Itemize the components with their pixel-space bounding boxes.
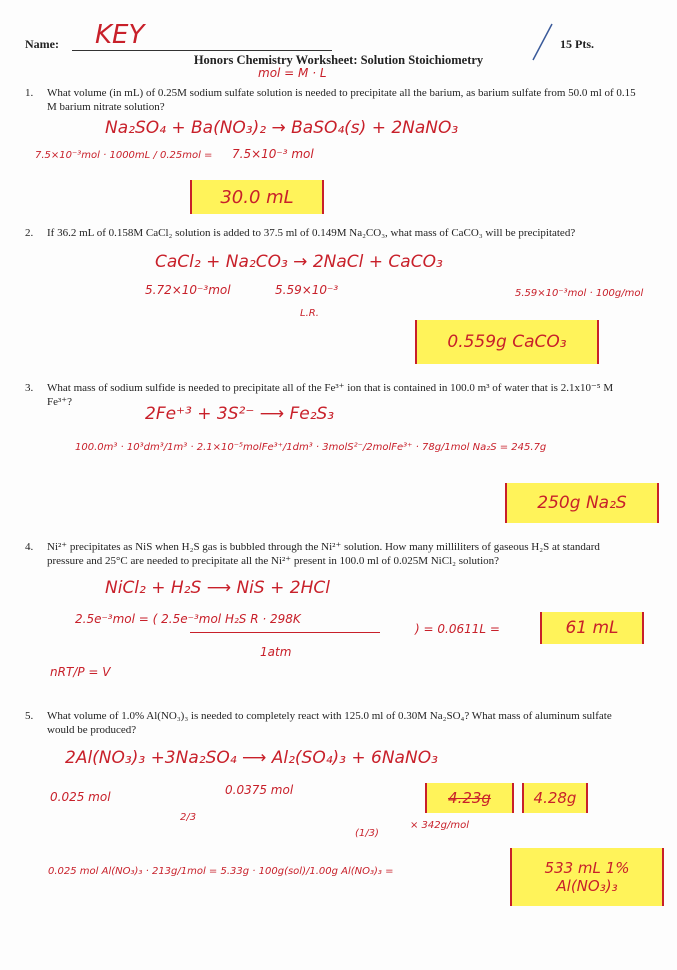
q4-denominator: 1atm — [260, 645, 292, 659]
q4-answer: 61 mL — [540, 612, 644, 644]
q2-equation: CaCl₂ + Na₂CO₃ → 2NaCl + CaCO₃ — [155, 252, 443, 272]
q4-result: ) = 0.0611L = — [415, 622, 500, 636]
name-label: Name: — [25, 37, 59, 51]
q4-calc: 2.5e⁻³mol = ( 2.5e⁻³mol H₂S R · 298K — [75, 612, 301, 626]
q5-moles-2: 0.0375 mol — [225, 783, 294, 797]
q1-answer: 30.0 mL — [190, 180, 324, 214]
q5-volume-answer: 533 mL 1% Al(NO₃)₃ — [510, 848, 664, 906]
q2-answer: 0.559g CaCO₃ — [415, 320, 599, 364]
name-line — [72, 50, 332, 51]
q4-gas-law: nRT/P = V — [50, 665, 111, 679]
q5-calc: 0.025 mol Al(NO₃)₃ · 213g/1mol = 5.33g · 100g(sol)/1.00g Al(NO₃)₃ = — [48, 866, 394, 877]
page-title: Honors Chemistry Worksheet: Solution Stoichiometry — [193, 53, 484, 67]
points: 15 Pts. — [560, 37, 594, 51]
q2-moles-1: 5.72×10⁻³mol — [145, 283, 231, 297]
q1-moles: 7.5×10⁻³ mol — [232, 147, 314, 161]
q5-molar-mass: × 342g/mol — [410, 820, 469, 831]
worksheet-page: Name: KEY 15 Pts. Honors Chemistry Worksheet: Solution Stoichiometry mol = M · L 1. What volume (in mL) of 0.25M sodium sulfate solution is needed to precipitate all the barium, as barium sulfate from 50.0 ml of 0.15 M barium nitrate solution? Na₂SO₄ + Ba(NO₃)₂ → BaSO₄(s) + 2NaNO₃ 7.5×10⁻³mol · 1000mL / 0.25mol = 7.5×10⁻³ mol 30.0 mL 2. If 36.2 mL of 0.158M CaCl₂ solution is added to 37.5 ml of 0.149M Na₂CO₃, what mass of CaCO₃ will be precipitated? CaCl₂ + Na₂CO₃ → 2NaCl + CaCO₃ 5.72×10⁻³mol 5.59×10⁻³ L.R. 5.59×10⁻³mol · 100g/mol 0.559g CaCO₃ 3. What mass of sodium sulfide is needed to precipitate all of the Fe³⁺ ion that is contained in 100.0 m³ of water that is 2.1x10⁻⁵ M Fe³⁺? 2Fe⁺³ + 3S²⁻ ⟶ Fe₂S₃ 100.0m³ · 10³dm³/1m³ · 2.1×10⁻⁵molFe³⁺/1dm³ · 3molS²⁻/2molFe³⁺ · 78g/1mol Na₂S = 245.7g 250g Na₂S 4. Ni²⁺ precipitates as NiS when H₂S gas is bubbled through the Ni²⁺ solution. How many milliliters of gaseous H₂S at standard pressure and 25°C are needed to precipitate all the Ni²⁺ present in 100.0 ml of 0.025M NiCl₂ solution? NiCl₂ + H₂S ⟶ NiS + 2HCl 2.5e⁻³mol = ( 2.5e⁻³mol H₂S R · 298K 1atm ) = 0.0611L = 61 mL nRT/P = V 5. What volume of 1.0% Al(NO₃)₃ is needed to completely react with 125.0 ml of 0.30M Na₂SO₄? What mass of aluminum sulfate would be produced? 2Al(NO₃)₃ +3Na₂SO₄ ⟶ Al₂(SO₄)₃ + 6NaNO₃ 0.025 mol 0.0375 mol 2/3 (1/3) × 342g/mol 4.23g 4.28g 0.025 mol Al(NO₃)₃ · 213g/1mol = 5.33g · 100g(sol)/1.00g Al(NO₃)₃ = 533 mL 1% Al(NO₃)₃ — [0, 0, 677, 970]
q5-moles-1: 0.025 mol — [50, 790, 111, 804]
q5-equation: 2Al(NO₃)₃ +3Na₂SO₄ ⟶ Al₂(SO₄)₃ + 6NaNO₃ — [65, 748, 438, 768]
name-value: KEY — [95, 20, 145, 50]
q2-calc: 5.59×10⁻³mol · 100g/mol — [515, 288, 644, 299]
q5-mass-answer: 4.28g — [522, 783, 588, 813]
q5-ratio-2: (1/3) — [355, 828, 379, 839]
q4-equation: NiCl₂ + H₂S ⟶ NiS + 2HCl — [105, 578, 330, 598]
q2-moles-2: 5.59×10⁻³ — [275, 283, 339, 297]
q1-calc: 7.5×10⁻³mol · 1000mL / 0.25mol = — [35, 150, 213, 161]
q3-answer: 250g Na₂S — [505, 483, 659, 523]
q3-equation: 2Fe⁺³ + 3S²⁻ ⟶ Fe₂S₃ — [145, 404, 335, 424]
q4-fraction-bar — [190, 632, 380, 633]
formula-note: mol = M · L — [258, 66, 327, 80]
q5-struck-answer: 4.23g — [425, 783, 514, 813]
q1-equation: Na₂SO₄ + Ba(NO₃)₂ → BaSO₄(s) + 2NaNO₃ — [105, 118, 459, 138]
q5-ratio: 2/3 — [180, 812, 197, 823]
q2-limiting: L.R. — [300, 308, 319, 319]
q3-calc: 100.0m³ · 10³dm³/1m³ · 2.1×10⁻⁵molFe³⁺/1dm³ · 3molS²⁻/2molFe³⁺ · 78g/1mol Na₂S = 245.7g — [75, 442, 547, 453]
